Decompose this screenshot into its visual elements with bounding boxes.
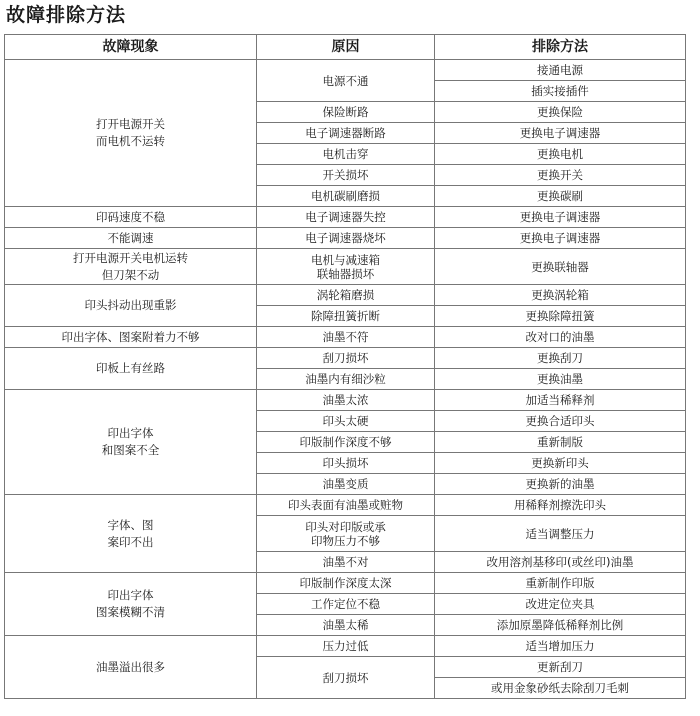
cause-cell	[257, 615, 435, 636]
cell-text: 更换涡轮箱	[531, 288, 589, 302]
cell-text: 改用溶剂基移印(或丝印)油墨	[486, 555, 634, 569]
cell-text: 更换电子调速器	[519, 210, 601, 224]
cell-text: 电子调速器失控	[305, 210, 386, 224]
cause-cell	[257, 348, 435, 369]
cell-text: 字体、图	[107, 517, 154, 532]
header-cause: 原因	[257, 35, 435, 60]
cell-text: 刮刀损坏	[322, 351, 369, 365]
cell-text: 改对口的油墨	[525, 330, 595, 344]
remedy-cell	[435, 249, 686, 285]
cause-cell	[257, 573, 435, 594]
cause-cell	[257, 516, 435, 552]
header-row	[5, 35, 686, 60]
cell-text: 更新刮刀	[537, 660, 583, 674]
cell-text: 适当调整压力	[525, 526, 595, 541]
cause-cell	[257, 636, 435, 657]
remedy-cell	[435, 285, 686, 306]
symptom-cell	[5, 207, 257, 228]
cell-text: 油墨不对	[322, 555, 369, 569]
cause-cell	[257, 165, 435, 186]
symptom-cell	[5, 573, 257, 636]
cell-text: 更换电子调速器	[519, 231, 601, 245]
cell-text: 工作定位不稳	[311, 597, 380, 611]
cell-text: 印头表面有油墨或赃物	[288, 498, 403, 512]
remedy-cell	[435, 60, 686, 81]
symptom-cell	[5, 327, 257, 348]
cause-cell	[257, 474, 435, 495]
cell-text: 更换碳刷	[537, 189, 583, 203]
cell-text: 或用金象砂纸去除刮刀毛刺	[491, 681, 629, 695]
cell-text: 适当增加压力	[525, 639, 595, 653]
symptom-cell	[5, 285, 257, 327]
cause-cell	[257, 228, 435, 249]
cell-text: 但刀架不动	[101, 267, 160, 282]
cell-text: 压力过低	[322, 639, 369, 653]
remedy-cell	[435, 453, 686, 474]
cause-cell	[257, 453, 435, 474]
cell-text: 油墨不符	[322, 330, 369, 344]
cell-text: 重新制作印版	[525, 576, 595, 590]
cell-text: 电源不通	[322, 73, 369, 88]
cell-text: 印出字体、图案附着力不够	[61, 329, 200, 344]
cause-cell	[257, 186, 435, 207]
cause-cell	[257, 60, 435, 102]
remedy-cell	[435, 636, 686, 657]
table-body	[5, 60, 686, 699]
cell-text: 图案模糊不清	[96, 605, 165, 619]
cell-text: 重新制版	[537, 435, 583, 449]
cause-cell	[257, 432, 435, 453]
table-row	[5, 207, 686, 228]
cell-text: 接通电源	[537, 63, 583, 77]
table-row	[5, 327, 686, 348]
symptom-cell	[5, 228, 257, 249]
remedy-cell	[435, 411, 686, 432]
cell-text: 更换电子调速器	[519, 126, 601, 140]
remedy-cell	[435, 306, 686, 327]
cell-text: 油墨太浓	[322, 393, 369, 407]
symptom-cell	[5, 348, 257, 390]
cell-text: 油墨溢出很多	[96, 659, 165, 674]
remedy-cell	[435, 474, 686, 495]
remedy-cell	[435, 228, 686, 249]
remedy-cell	[435, 594, 686, 615]
cell-text: 印头太硬	[322, 414, 369, 428]
cell-text: 更换除障扭簧	[525, 309, 595, 323]
remedy-cell	[435, 102, 686, 123]
cell-text: 印物压力不够	[311, 533, 380, 548]
cell-text: 用稀释剂擦洗印头	[514, 498, 606, 512]
cell-text: 印头抖动出现重影	[84, 298, 177, 312]
cell-text: 油墨变质	[322, 477, 369, 491]
cell-text: 打开电源开关	[96, 117, 165, 131]
cause-cell	[257, 285, 435, 306]
remedy-cell	[435, 81, 686, 102]
cell-text: 印出字体	[107, 588, 154, 602]
cell-text: 更换电机	[537, 147, 583, 161]
cause-cell	[257, 552, 435, 573]
symptom-cell	[5, 636, 257, 699]
remedy-cell	[435, 678, 686, 699]
remedy-cell	[435, 327, 686, 348]
cell-text: 不能调速	[107, 230, 154, 245]
cell-text: 保险断路	[322, 105, 369, 119]
remedy-cell	[435, 186, 686, 207]
cell-text: 电机碳刷磨损	[311, 189, 380, 203]
cell-text: 加适当稀释剂	[525, 393, 595, 407]
cause-cell	[257, 657, 435, 699]
cell-text: 改进定位夹具	[525, 597, 595, 611]
cell-text: 除障扭簧折断	[311, 309, 380, 323]
table-row	[5, 348, 686, 369]
symptom-cell	[5, 249, 257, 285]
table-row	[5, 228, 686, 249]
remedy-cell	[435, 432, 686, 453]
cell-text: 油墨内有细沙粒	[305, 372, 386, 386]
cause-cell	[257, 207, 435, 228]
remedy-cell	[435, 348, 686, 369]
cell-text: 印头对印版或承	[305, 519, 386, 534]
cell-text: 插实接插件	[531, 84, 589, 98]
symptom-cell	[5, 495, 257, 573]
table-row	[5, 285, 686, 306]
remedy-cell	[435, 657, 686, 678]
cell-text: 更换油墨	[537, 372, 583, 386]
header-remedy: 排除方法	[435, 35, 686, 60]
cell-text: 印版制作深度太深	[299, 576, 392, 590]
cause-cell	[257, 123, 435, 144]
table-row	[5, 390, 686, 411]
cause-cell	[257, 390, 435, 411]
cause-cell	[257, 327, 435, 348]
cell-text: 更换开关	[537, 168, 583, 182]
remedy-cell	[435, 552, 686, 573]
cell-text: 电子调速器断路	[305, 126, 386, 140]
cause-cell	[257, 249, 435, 285]
cell-text: 而电机不运转	[96, 134, 165, 148]
remedy-cell	[435, 390, 686, 411]
cell-text: 印板上有丝路	[96, 361, 165, 375]
cell-text: 更换保险	[537, 105, 583, 119]
cell-text: 油墨太稀	[322, 618, 369, 632]
cause-cell	[257, 411, 435, 432]
cell-text: 印码速度不稳	[96, 209, 165, 224]
remedy-cell	[435, 573, 686, 594]
cell-text: 添加原墨降低稀释剂比例	[496, 618, 624, 632]
cause-cell	[257, 144, 435, 165]
cause-cell	[257, 306, 435, 327]
cause-cell	[257, 495, 435, 516]
symptom-cell	[5, 60, 257, 207]
cause-cell	[257, 102, 435, 123]
remedy-cell	[435, 165, 686, 186]
cause-cell	[257, 369, 435, 390]
cell-text: 刮刀损坏	[322, 670, 369, 685]
cell-text: 更换联轴器	[531, 259, 589, 274]
table-row	[5, 636, 686, 657]
cell-text: 涡轮箱磨损	[316, 288, 375, 302]
troubleshooting-table	[4, 34, 686, 699]
cell-text: 开关损坏	[322, 168, 369, 182]
cell-text: 联轴器损坏	[316, 266, 375, 281]
header-symptom: 故障现象	[5, 35, 257, 60]
symptom-cell	[5, 390, 257, 495]
remedy-cell	[435, 516, 686, 552]
cell-text: 打开电源开关电机运转	[73, 250, 188, 265]
page-title: 故障排除方法	[6, 4, 127, 26]
remedy-cell	[435, 207, 686, 228]
cause-cell	[257, 594, 435, 615]
cell-text: 案印不出	[107, 534, 154, 549]
cell-text: 和图案不全	[101, 443, 160, 457]
cell-text: 更换刮刀	[537, 351, 583, 365]
remedy-cell	[435, 144, 686, 165]
cell-text: 更换新印头	[531, 456, 589, 470]
cell-text: 电机与减速箱	[311, 252, 380, 267]
cell-text: 更换新的油墨	[525, 477, 595, 491]
table-row	[5, 573, 686, 594]
cell-text: 电子调速器烧坏	[305, 231, 386, 245]
cell-text: 印版制作深度不够	[299, 435, 392, 449]
remedy-cell	[435, 615, 686, 636]
remedy-cell	[435, 495, 686, 516]
cell-text: 电机击穿	[322, 147, 369, 161]
cell-text: 印出字体	[107, 426, 154, 440]
table-row	[5, 60, 686, 81]
cell-text: 印头损坏	[322, 456, 369, 470]
cell-text: 更换合适印头	[525, 414, 595, 428]
table-row	[5, 249, 686, 285]
remedy-cell	[435, 123, 686, 144]
remedy-cell	[435, 369, 686, 390]
table-row	[5, 495, 686, 516]
